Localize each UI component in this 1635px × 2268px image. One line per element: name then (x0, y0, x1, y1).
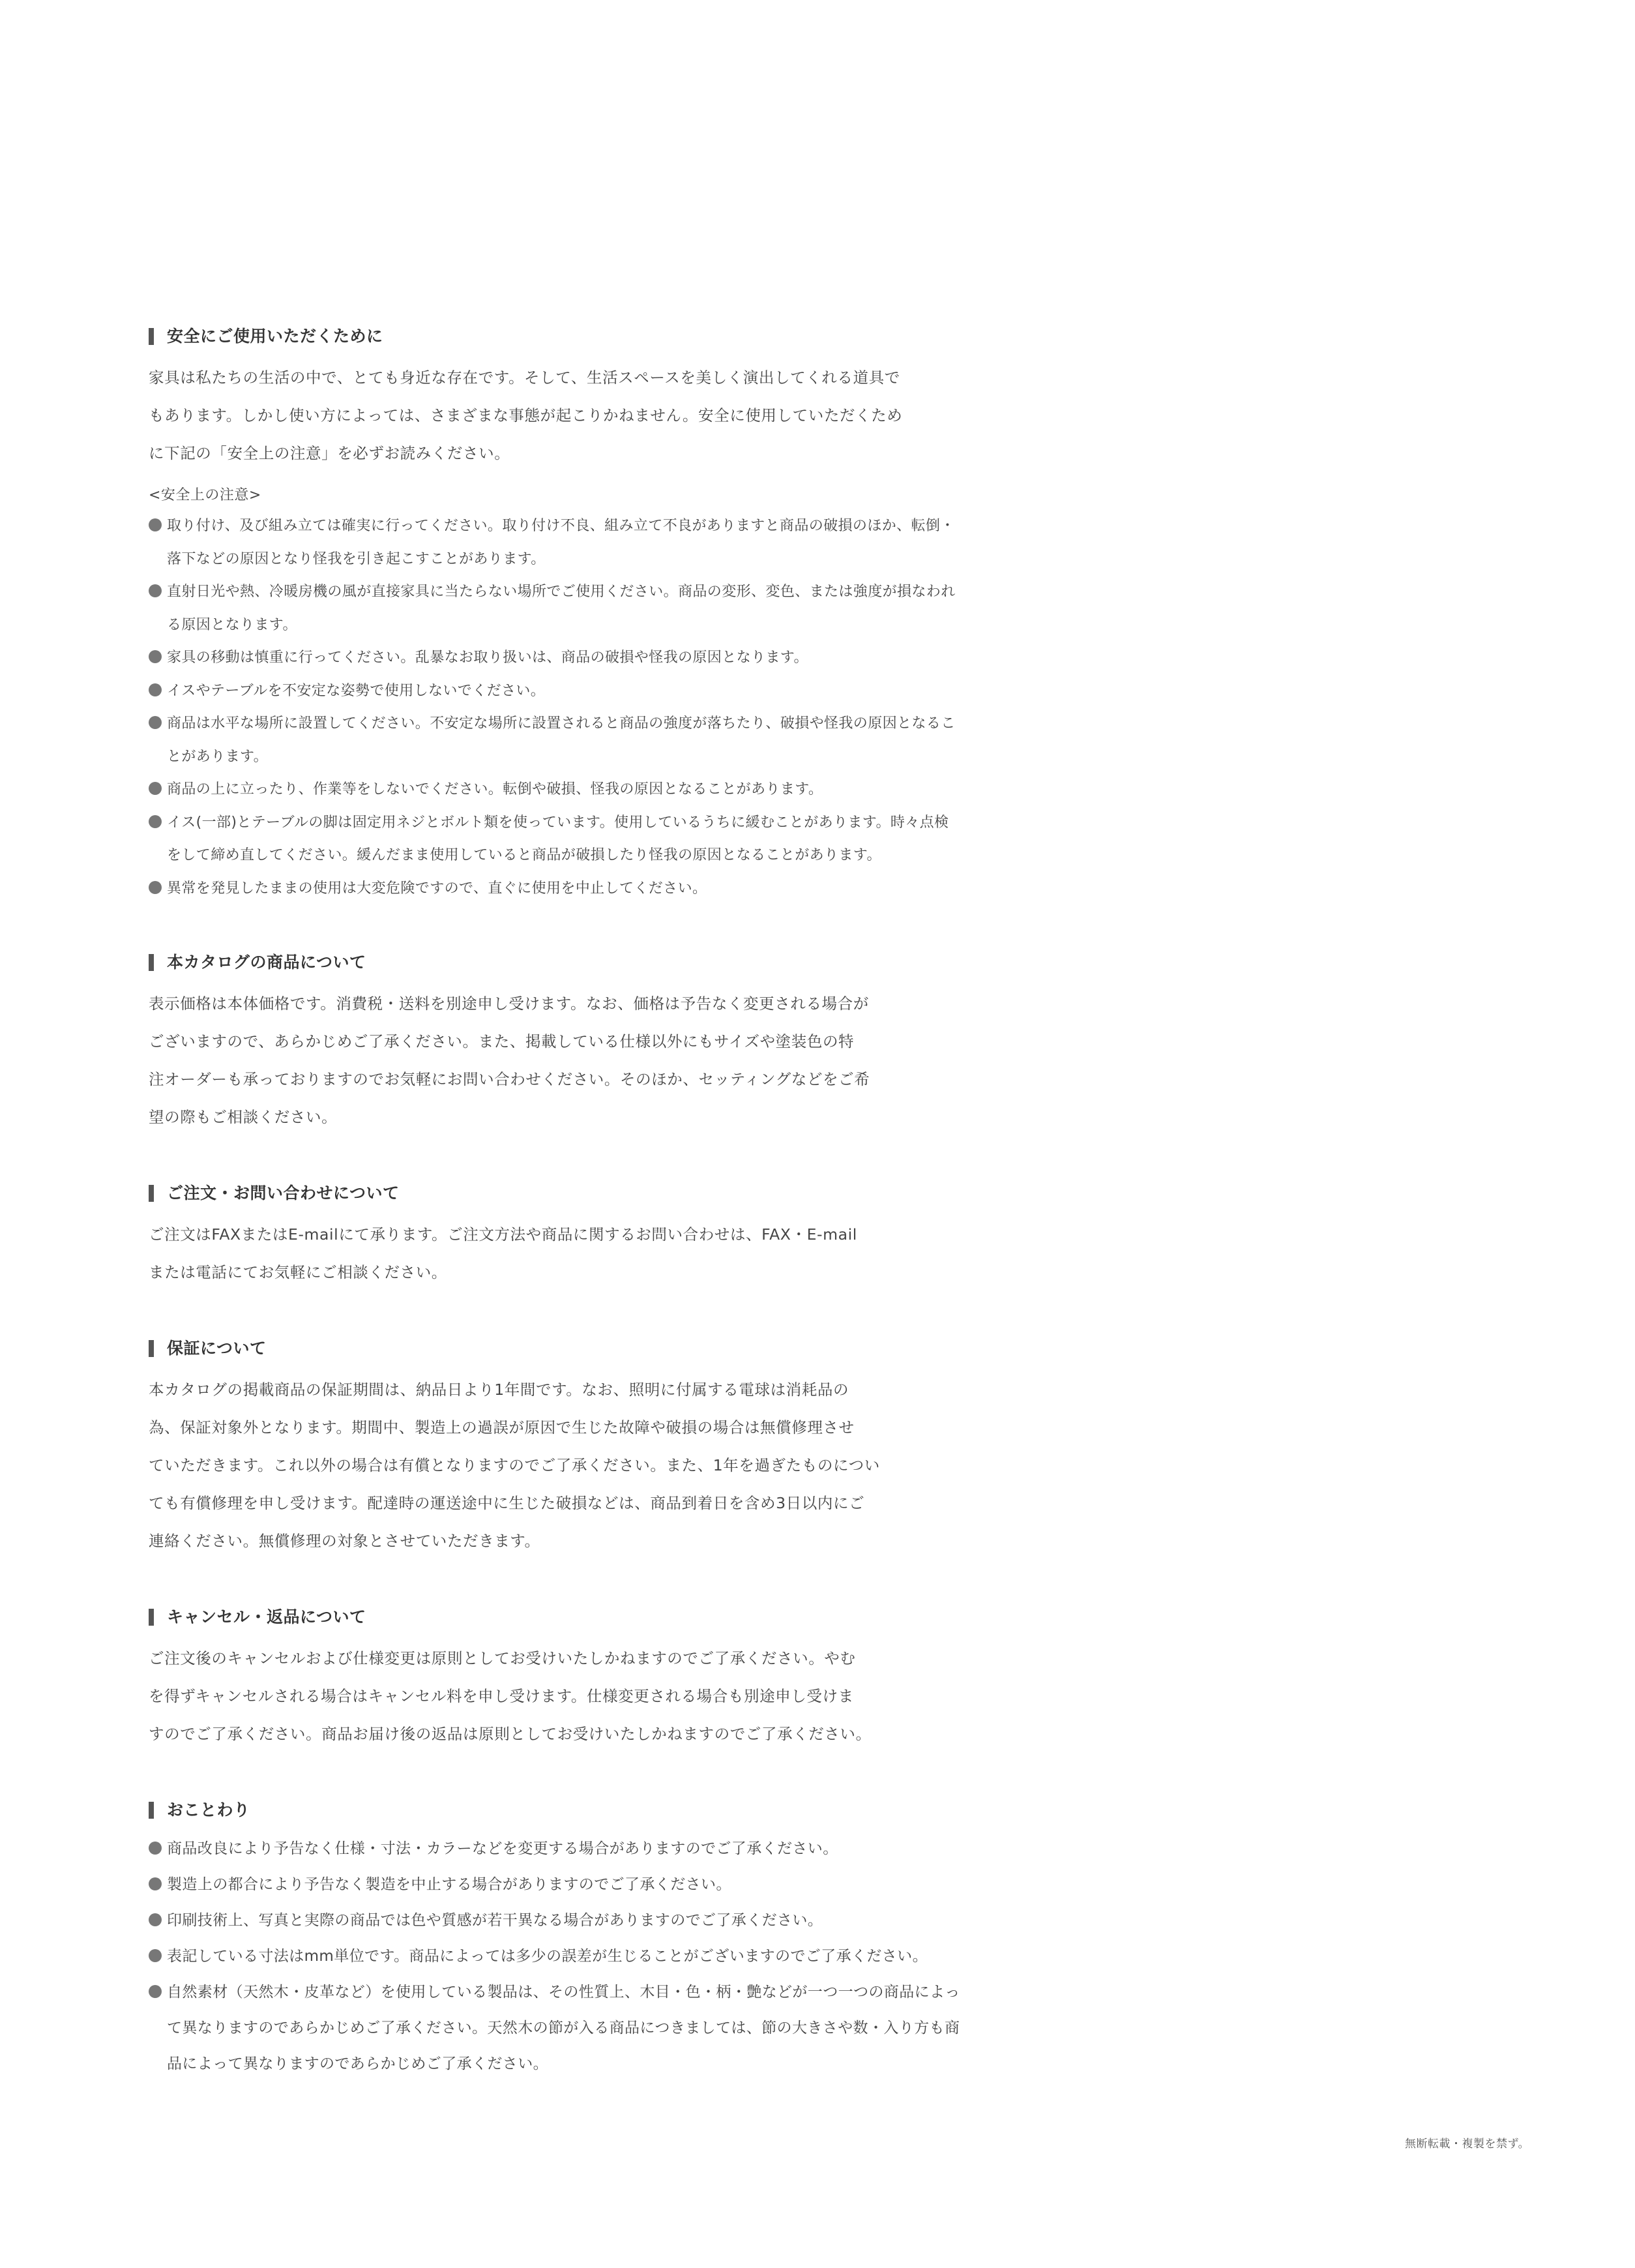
warranty-line: 連絡ください。無償修理の対象とさせていただきます。 (149, 1532, 540, 1550)
warranty-line: 本カタログの掲載商品の保証期間は、納品日より1年間です。なお、照明に付属する電球は消耗品の (149, 1380, 849, 1399)
bullet-icon (149, 1949, 162, 1962)
bullet-icon (149, 1913, 162, 1926)
list-item: 表記している寸法はmm単位です。商品によっては多少の誤差が生じることがございますのでご了承ください。 (149, 1939, 960, 1975)
warranty-heading: 保証について (149, 1337, 960, 1360)
list-item: 製造上の都合により予告なく製造を中止する場合がありますのでご了承ください。 (149, 1867, 960, 1903)
list-item: 取り付け、及び組み立ては確実に行ってください。取り付け不良、組み立て不良がありますと商品の破損のほか、転倒・落下などの原因となり怪我を引き起こすことがあります。 (149, 510, 960, 576)
list-item: 商品は水平な場所に設置してください。不安定な場所に設置されると商品の強度が落ちたり、破損や怪我の原因となることがあります。 (149, 708, 960, 773)
cancel-line: を得ずキャンセルされる場合はキャンセル料を申し受けます。仕様変更される場合も別途申し受けま (149, 1687, 854, 1705)
catalog-line: 望の際もご相談ください。 (149, 1108, 338, 1126)
notice-section (149, 1798, 960, 2082)
safety-intro-line: に下記の「安全上の注意」を必ずお読みください。 (149, 444, 510, 462)
warranty-line: 為、保証対象外となります。期間中、製造上の過誤が原因で生じた故障や破損の場合は無償修理させ (149, 1418, 855, 1437)
notice-heading: おことわり (149, 1798, 960, 1822)
copyright-notice: 無断転載・複製を禁ず。 (1405, 2138, 1530, 2151)
safety-notes-list (149, 510, 960, 905)
cancel-line: ご注文後のキャンセルおよび仕様変更は原則としてお受けいたしかねますのでご了承ください。やむ (149, 1649, 856, 1667)
catalog-line: 表示価格は本体価格です。消費税・送料を別途申し受けます。なお、価格は予告なく変更される場合が (149, 994, 869, 1013)
heading-bar-icon (149, 1185, 154, 1202)
bullet-icon (149, 716, 162, 729)
heading-bar-icon (149, 1340, 154, 1357)
safety-notes-subheading: <安全上の注意> (149, 487, 261, 503)
heading-bar-icon (149, 328, 154, 345)
safety-section (149, 325, 960, 905)
bullet-icon (149, 881, 162, 894)
safety-intro-line: 家具は私たちの生活の中で、とても身近な存在です。そして、生活スペースを美しく演出してくれる道具で (149, 368, 900, 387)
safety-heading: 安全にご使用いただくために (149, 325, 960, 348)
warranty-line: ていただきます。これ以外の場合は有償となりますのでご了承ください。また、1年を過ぎたものについ (149, 1456, 880, 1474)
catalog-line: ございますので、あらかじめご了承ください。また、掲載している仕様以外にもサイズや塗装色の特 (149, 1032, 855, 1051)
notice-list (149, 1831, 960, 2082)
bullet-icon (149, 1842, 162, 1855)
heading-bar-icon (149, 1609, 154, 1626)
list-item: イスやテーブルを不安定な姿勢で使用しないでください。 (149, 675, 960, 708)
warranty-line: ても有償修理を申し受けます。配達時の運送途中に生じた破損などは、商品到着日を含め3日以内にご (149, 1494, 865, 1512)
bullet-icon (149, 815, 162, 828)
bullet-icon (149, 683, 162, 696)
safety-intro-line: もあります。しかし使い方によっては、さまざまな事態が起こりかねません。安全に使用していただくため (149, 406, 903, 425)
list-item: 商品改良により予告なく仕様・寸法・カラーなどを変更する場合がありますのでご了承ください。 (149, 1831, 960, 1867)
bullet-icon (149, 518, 162, 531)
bullet-icon (149, 782, 162, 795)
list-item: 商品の上に立ったり、作業等をしないでください。転倒や破損、怪我の原因となることがあります。 (149, 773, 960, 807)
cancel-line: すのでご了承ください。商品お届け後の返品は原則としてお受けいたしかねますのでご了承ください。 (149, 1725, 872, 1743)
catalog-section (149, 951, 960, 1136)
list-item: 直射日光や熱、冷暖房機の風が直接家具に当たらない場所でご使用ください。商品の変形、変色、または強度が損なわれる原因となります。 (149, 576, 960, 642)
catalog-heading: 本カタログの商品について (149, 951, 960, 974)
bullet-icon (149, 650, 162, 663)
bullet-icon (149, 1877, 162, 1890)
order-line: または電話にてお気軽にご相談ください。 (149, 1263, 447, 1281)
terms-column (149, 325, 960, 2082)
order-section (149, 1182, 960, 1291)
list-item: 自然素材（天然木・皮革など）を使用している製品は、その性質上、木目・色・柄・艶などが一つ一つの商品によって異なりますのであらかじめご了承ください。天然木の節が入る商品につきましては、節の大きさや数・入り方も商品によって異なりますのであらかじめご了承ください。 (149, 1975, 960, 2082)
bullet-icon (149, 1985, 162, 1998)
warranty-section (149, 1337, 960, 1560)
list-item: 異常を発見したままの使用は大変危険ですので、直ぐに使用を中止してください。 (149, 873, 960, 906)
list-item: 印刷技術上、写真と実際の商品では色や質感が若干異なる場合がありますのでご了承ください。 (149, 1903, 960, 1939)
cancel-section (149, 1605, 960, 1753)
heading-bar-icon (149, 954, 154, 971)
heading-bar-icon (149, 1802, 154, 1819)
order-line: ご注文はFAXまたはE-mailにて承ります。ご注文方法や商品に関するお問い合わせは、FAX・E-mail (149, 1225, 857, 1244)
bullet-icon (149, 584, 162, 597)
catalog-line: 注オーダーも承っておりますのでお気軽にお問い合わせください。そのほか、セッティングなどをご希 (149, 1070, 870, 1088)
list-item: 家具の移動は慎重に行ってください。乱暴なお取り扱いは、商品の破損や怪我の原因となります。 (149, 642, 960, 675)
order-heading: ご注文・お問い合わせについて (149, 1182, 960, 1205)
cancel-heading: キャンセル・返品について (149, 1605, 960, 1629)
list-item: イス(一部)とテーブルの脚は固定用ネジとボルト類を使っています。使用しているうちに緩むことがあります。時々点検をして締め直してください。緩んだまま使用していると商品が破損したり怪我の原因となることがあります。 (149, 807, 960, 873)
